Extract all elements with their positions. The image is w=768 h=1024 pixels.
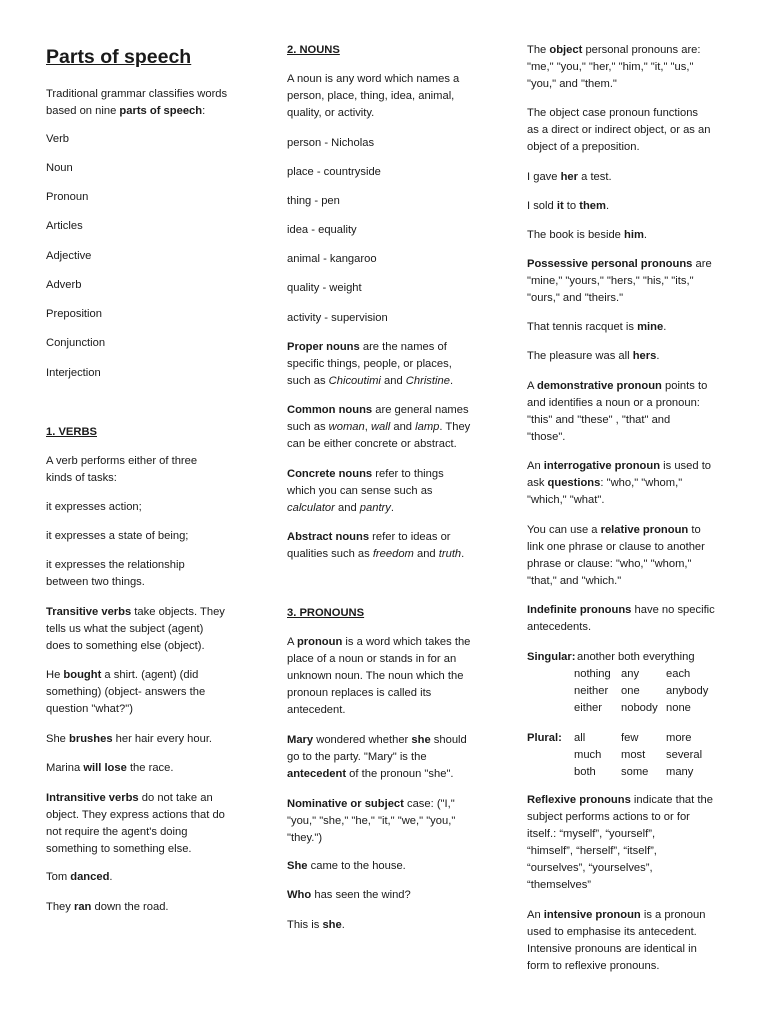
text-run: points to and identifies a noun or a pronoun: "this" and "these" , "that" and "those". <box>527 380 708 443</box>
text-run: I sold <box>527 200 557 212</box>
text-run: lamp <box>415 421 440 433</box>
text-run: to link one phrase or clause to another phrase or clause: "who," "whom," "that," and "which." <box>527 524 705 587</box>
text-run: demonstrative pronoun <box>536 380 662 392</box>
text-run: An <box>527 460 544 472</box>
grid-cell: each <box>666 668 691 680</box>
pronouns-paragraph <box>287 732 487 783</box>
pronouns-paragraph <box>527 105 739 156</box>
text-run: pronoun <box>296 636 343 648</box>
pronouns-paragraph <box>287 796 487 847</box>
page-title: Parts of speech <box>46 46 192 68</box>
nouns-paragraph <box>287 529 487 563</box>
text-run: a shirt. (agent) (did something) (object- answers the question "what?") <box>46 669 206 715</box>
text-run: relative pronoun <box>600 524 689 536</box>
text-run: activity - supervision <box>287 312 388 324</box>
text-run: are "mine," "yours," "hers," "his," "its," "ours," and "theirs." <box>527 258 712 304</box>
part-item-interjection: Interjection <box>46 367 101 379</box>
text-run: pantry <box>359 502 391 514</box>
pronouns-paragraph <box>527 227 739 244</box>
verbs-paragraph <box>46 760 251 777</box>
pronouns-paragraph <box>527 378 739 446</box>
text-run: . <box>390 502 394 514</box>
text-run: . <box>643 229 648 241</box>
text-run: Possessive personal pronouns <box>527 258 693 270</box>
pronouns-paragraph <box>527 169 739 186</box>
text-run: A verb performs either of three kinds of tasks: <box>46 455 198 484</box>
pronouns-paragraph <box>287 887 487 904</box>
verbs-paragraph <box>46 604 251 655</box>
text-run: That tennis racquet is <box>527 321 638 333</box>
text-run: Indefinite pronouns <box>527 604 632 616</box>
text-run: it <box>556 200 564 212</box>
text-run: them <box>579 200 606 212</box>
pronouns-paragraph <box>527 42 739 93</box>
text-run: refer to ideas or qualities such as <box>287 531 451 560</box>
text-run: freedom <box>372 548 414 560</box>
part-item-adverb: Adverb <box>46 279 82 291</box>
grid-cell: some <box>621 766 649 778</box>
text-run: of the pronoun "she". <box>346 768 454 780</box>
grid-row <box>574 730 744 747</box>
grid-cell: anybody <box>666 685 709 697</box>
text-run: Who <box>287 889 312 901</box>
text-run: Nominative or subject <box>287 798 404 810</box>
text-run: and <box>390 421 416 433</box>
text-run: Common nouns <box>287 404 373 416</box>
text-run: A <box>287 636 297 648</box>
singular-pronoun-grid <box>527 649 739 717</box>
text-run: mine <box>637 321 664 333</box>
pronouns-paragraph <box>527 907 739 975</box>
part-item-preposition: Preposition <box>46 308 102 320</box>
grid-cell: both <box>574 766 596 778</box>
text-run: antecedent <box>287 768 347 780</box>
text-run: she <box>322 919 342 931</box>
text-run: object <box>549 44 583 56</box>
text-run: her <box>560 171 579 183</box>
pronouns-paragraph <box>527 792 739 894</box>
text-run: . <box>656 350 660 362</box>
text-run: questions <box>547 477 601 489</box>
text-run: and <box>413 548 439 560</box>
text-run: The <box>527 44 550 56</box>
text-run: An <box>527 909 544 921</box>
text-run: Chicoutimi <box>328 375 381 387</box>
verbs-heading: 1. VERBS <box>46 426 97 438</box>
text-run: quality - weight <box>287 282 362 294</box>
text-run: Transitive verbs <box>46 606 132 618</box>
nouns-paragraph <box>287 466 487 517</box>
text-run: Abstract nouns <box>287 531 370 543</box>
text-run: hers <box>632 350 657 362</box>
text-run: This is <box>287 919 323 931</box>
text-run: The book is beside <box>527 229 625 241</box>
text-run: a test. <box>578 171 612 183</box>
text-run: . <box>341 919 345 931</box>
text-run: do not take an object. They express actions that do not require the agent's doing something to something else. <box>46 792 225 855</box>
text-run: him <box>624 229 644 241</box>
pronouns-paragraph <box>287 917 487 934</box>
text-run: Marina <box>46 762 84 774</box>
noun-example <box>287 135 487 152</box>
pronouns-paragraph <box>527 256 739 307</box>
text-run: . They can be either concrete or abstract. <box>287 421 471 450</box>
text-run: and <box>334 502 360 514</box>
text-run: Concrete nouns <box>287 468 373 480</box>
verbs-paragraph <box>46 499 251 516</box>
pronouns-heading: 3. PRONOUNS <box>287 607 365 619</box>
text-run: The object case pronoun functions as a direct or indirect object, or as an object of a preposition. <box>527 107 711 153</box>
grid-cell: one <box>621 685 640 697</box>
text-run: intensive pronoun <box>543 909 641 921</box>
text-run: A <box>527 380 537 392</box>
text-run: She <box>287 860 308 872</box>
text-run: bought <box>63 669 102 681</box>
pronouns-paragraph <box>527 198 739 215</box>
noun-example <box>287 251 487 268</box>
text-run: and <box>380 375 406 387</box>
text-run: truth <box>438 548 462 560</box>
text-run: brushes <box>69 733 113 745</box>
text-run: He <box>46 669 64 681</box>
text-run: are general names such as <box>287 404 469 433</box>
text-run: refer to things which you can sense such as <box>287 468 444 497</box>
noun-example <box>287 193 487 210</box>
text-run: Proper nouns <box>287 341 360 353</box>
pronouns-paragraph <box>527 458 739 509</box>
text-run: should go to the party. "Mary" is the <box>287 734 467 763</box>
text-run: take objects. They tells us what the subject (agent) does to something else (object). <box>46 606 225 652</box>
text-run: place - countryside <box>287 166 381 178</box>
grid-cell: all <box>574 732 586 744</box>
part-item-noun: Noun <box>46 162 73 174</box>
text-run: woman <box>328 421 365 433</box>
text-run: personal pronouns are: "me," "you," "her," "him," "it," "us," "you," and "them." <box>527 44 701 90</box>
pronouns-paragraph <box>287 634 487 719</box>
text-run: the race. <box>126 762 174 774</box>
text-run: came to the house. <box>307 860 406 872</box>
noun-example <box>287 222 487 239</box>
grid-cell: most <box>621 749 646 761</box>
grid-cell: more <box>666 732 692 744</box>
text-run: She <box>46 733 70 745</box>
text-run: indicate that the subject performs actions to or for itself.: “myself”, “yourself”, “himself”, “herself”, “itself”, “ourselves”, “yourselves”, “themselves” <box>527 794 713 891</box>
part-item-verb: Verb <box>46 133 70 145</box>
text-run: A noun is any word which names a person, place, thing, idea, animal, quality, or activity. <box>287 73 460 119</box>
intro-paragraph <box>46 86 251 120</box>
verbs-paragraph <box>46 557 251 591</box>
pronouns-paragraph <box>287 858 487 875</box>
text-run: I gave <box>527 171 561 183</box>
text-run: danced <box>70 871 110 883</box>
text-run: it expresses action; <box>46 501 142 513</box>
text-run: have no specific antecedents. <box>527 604 715 633</box>
grid-row <box>574 683 744 700</box>
text-run: Traditional grammar classifies words based on nine <box>46 88 228 117</box>
text-run: . <box>461 548 465 560</box>
text-run: . <box>109 871 113 883</box>
pronouns-paragraph <box>527 348 739 365</box>
text-run: wall <box>370 421 391 433</box>
text-run: interrogative pronoun <box>543 460 661 472</box>
text-run: is a pronoun used to emphasise its antecedent. Intensive pronouns are identical in form to reflexive pronouns. <box>527 909 706 972</box>
text-run: it expresses the relationship between two things. <box>46 559 185 588</box>
text-run: will lose <box>83 762 127 774</box>
grid-cell: neither <box>574 685 609 697</box>
text-run: Tom <box>46 871 71 883</box>
grid-cell: either <box>574 702 602 714</box>
text-run: , <box>364 421 371 433</box>
text-run: . <box>449 375 454 387</box>
text-run: her hair every hour. <box>112 733 213 745</box>
text-run: thing - pen <box>287 195 340 207</box>
verbs-paragraph <box>46 453 251 487</box>
text-run: down the road. <box>91 901 169 913</box>
part-item-pronoun: Pronoun <box>46 191 89 203</box>
noun-example <box>287 280 487 297</box>
text-run: They <box>46 901 74 913</box>
grid-cell: several <box>666 749 703 761</box>
singular-label: Singular: <box>527 651 576 663</box>
grid-cell: any <box>621 668 640 680</box>
part-item-adjective: Adjective <box>46 250 92 262</box>
text-run: Reflexive pronouns <box>527 794 631 806</box>
grid-cell: few <box>621 732 639 744</box>
pronouns-paragraph <box>527 522 739 590</box>
nouns-paragraph <box>287 339 487 390</box>
text-run: . <box>605 200 610 212</box>
text-run: idea - equality <box>287 224 357 236</box>
verbs-paragraph <box>46 899 251 916</box>
noun-example <box>287 310 487 327</box>
plural-label: Plural: <box>527 732 562 744</box>
text-run: Intransitive verbs <box>46 792 139 804</box>
text-run: wondered whether <box>313 734 412 746</box>
text-run: parts of speech <box>119 105 203 117</box>
grid-cell: many <box>666 766 694 778</box>
plural-pronoun-grid <box>527 730 739 781</box>
text-run: Christine <box>405 375 450 387</box>
text-run: has seen the wind? <box>311 889 411 901</box>
grid-cell: nobody <box>621 702 658 714</box>
part-item-articles: Articles <box>46 220 83 232</box>
part-item-conjunction: Conjunction <box>46 337 106 349</box>
nouns-paragraph <box>287 71 487 122</box>
verbs-paragraph <box>46 731 251 748</box>
text-run: . <box>663 321 667 333</box>
text-run: person - Nicholas <box>287 137 375 149</box>
nouns-paragraph <box>287 402 487 453</box>
text-run: : "who," "whom," "which," "what". <box>527 477 683 506</box>
grid-cell: much <box>574 749 602 761</box>
grid-row <box>574 747 744 764</box>
pronouns-paragraph <box>527 319 739 336</box>
singular-lead: another both everything <box>577 651 695 663</box>
text-run: calculator <box>287 502 335 514</box>
text-run: case: ("I," "you," "she," "he," "it," "we," "you," "they.") <box>287 798 456 844</box>
grid-row <box>574 764 744 781</box>
grid-cell: nothing <box>574 668 611 680</box>
text-run: are the names of specific things, people, or places, such as <box>287 341 452 387</box>
grid-row <box>574 666 744 683</box>
verbs-paragraph <box>46 667 251 718</box>
text-run: You can use a <box>527 524 601 536</box>
verbs-paragraph <box>46 790 251 858</box>
text-run: animal - kangaroo <box>287 253 377 265</box>
grid-row <box>574 700 744 717</box>
verbs-paragraph <box>46 528 251 545</box>
nouns-heading: 2. NOUNS <box>287 44 340 56</box>
text-run: it expresses a state of being; <box>46 530 189 542</box>
verbs-paragraph <box>46 869 251 886</box>
pronouns-paragraph <box>527 602 739 636</box>
grid-cell: none <box>666 702 691 714</box>
text-run: she <box>411 734 431 746</box>
noun-example <box>287 164 487 181</box>
text-run: is used to ask <box>527 460 712 489</box>
text-run: to <box>563 200 580 212</box>
text-run: ran <box>73 901 92 913</box>
text-run: : <box>202 105 206 117</box>
text-run: Mary <box>287 734 314 746</box>
text-run: The pleasure was all <box>527 350 633 362</box>
text-run: is a word which takes the place of a noun or stands in for an unknown noun. The noun which the pronoun replaces is called its antecedent. <box>287 636 471 716</box>
